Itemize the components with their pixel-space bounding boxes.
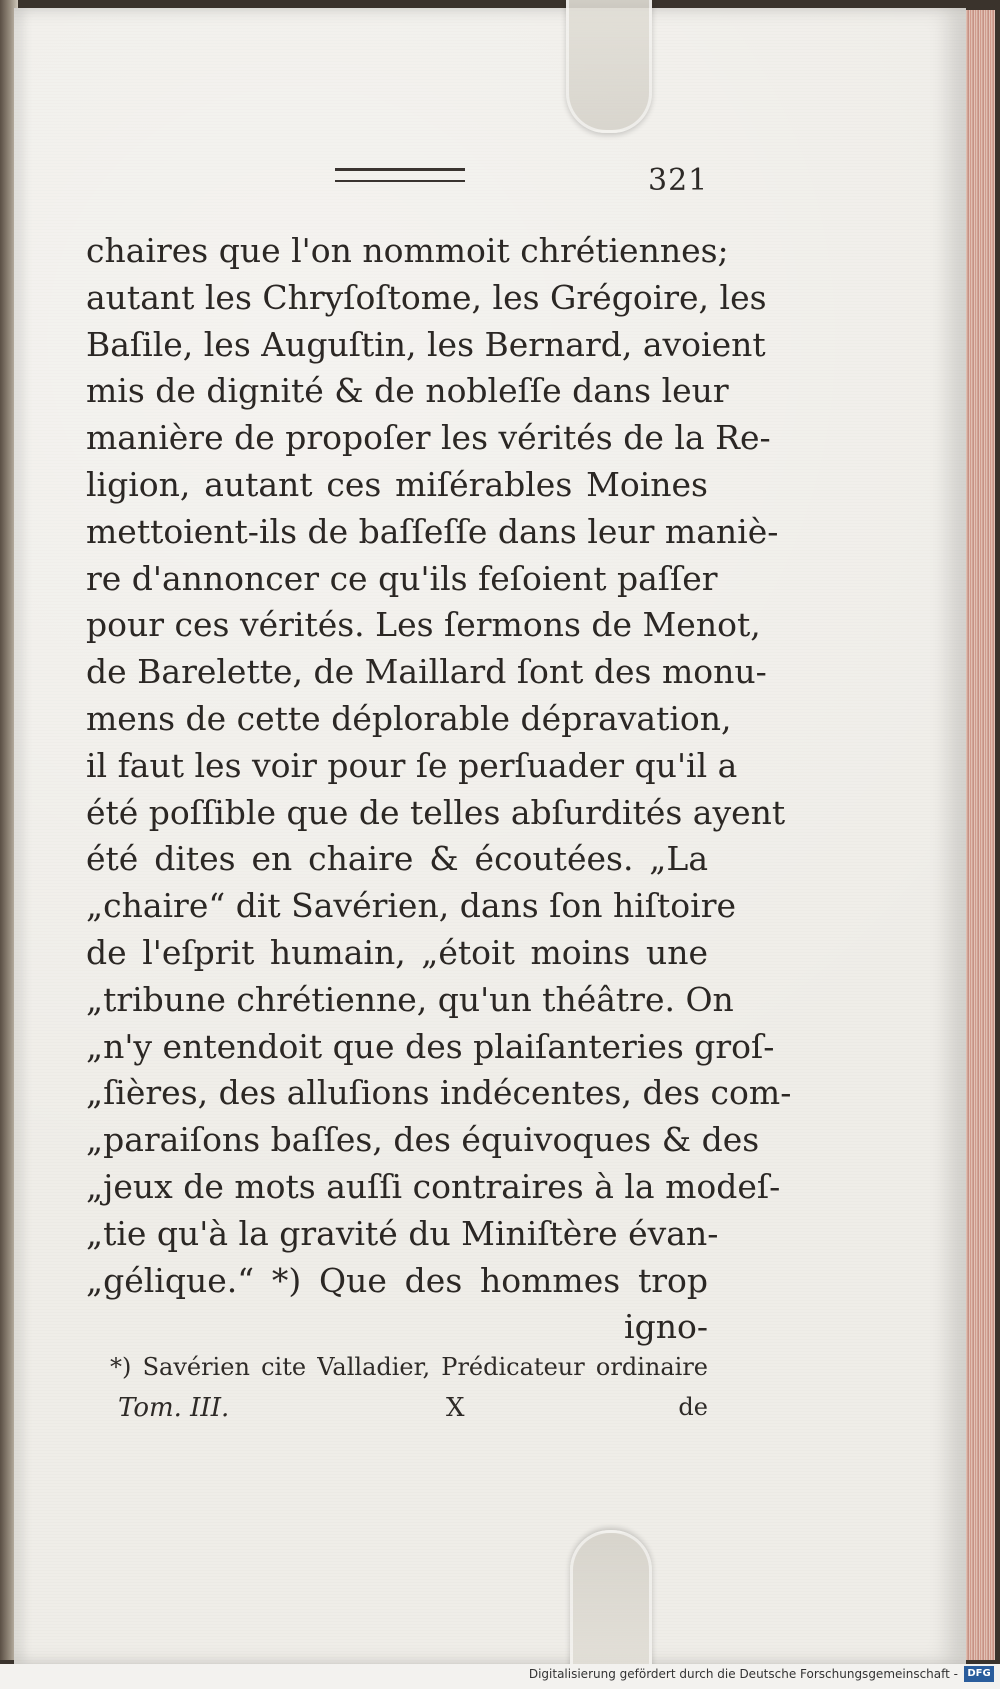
dfg-logo: DFG	[964, 1666, 994, 1682]
text-line: été dites en chaire & écoutées. „La	[86, 839, 708, 879]
catchword: de	[678, 1393, 708, 1421]
page-clip-top	[566, 0, 652, 133]
text-line: „tie qu'à la gravité du Miniſtère évan-	[86, 1213, 719, 1253]
text-line: „jeux de mots auſſi contraires à la modeſ-	[86, 1166, 781, 1206]
text-line: il faut les voir pour ſe perſuader qu'il a	[86, 745, 738, 785]
text-line: ligion, autant ces miſérables Moines	[86, 464, 708, 504]
footnote: *) Savérien cite Valladier, Prédicateur ordinaire	[110, 1353, 708, 1381]
text-line: été poſſible que de telles abſurdités ayent	[86, 792, 786, 832]
text-line: mis de dignité & de nobleſſe dans leur	[86, 371, 729, 411]
text-line: pour ces vérités. Les ſermons de Menot,	[86, 605, 761, 645]
text-line: de l'eſprit humain, „étoit moins une	[86, 932, 708, 972]
text-line: „tribune chrétienne, qu'un théâtre. On	[86, 979, 734, 1019]
text-line: Baſile, les Auguſtin, les Bernard, avoient	[86, 324, 766, 364]
page-number: 321	[648, 163, 709, 198]
text-line: „chaire“ dit Savérien, dans ſon hiſtoire	[86, 886, 737, 926]
text-line: mens de cette déplorable dépravation,	[86, 698, 732, 738]
text-line: „n'y entendoit que des plaiſanteries groſ-	[86, 1026, 775, 1066]
text-line: „ſières, des alluſions indécentes, des com-	[86, 1073, 792, 1113]
header-ornament-rule	[335, 168, 465, 182]
page-clip-bottom	[570, 1530, 652, 1673]
text-line: chaires que l'on nommoit chrétiennes;	[86, 231, 729, 270]
body-text	[86, 228, 792, 1351]
footer-credit: Digitalisierung gefördert durch die Deutsche Forschungsgemeinschaft -	[528, 1667, 958, 1681]
volume-signature: Tom. III.	[118, 1393, 230, 1423]
text-line: „gélique.“ *) Que des hommes trop	[86, 1260, 708, 1300]
text-line: „paraiſons baſſes, des équivoques & des	[86, 1120, 760, 1160]
signature-row	[118, 1393, 708, 1433]
gathering-mark: X	[446, 1393, 465, 1423]
text-line: autant les Chryſoſtome, les Grégoire, les	[86, 277, 767, 317]
text-line: igno-	[624, 1307, 708, 1347]
text-line: de Barelette, de Maillard ſont des monu-	[86, 652, 767, 692]
text-line: re d'annoncer ce qu'ils feſoient paſſer	[86, 558, 718, 598]
text-line: manière de propoſer les vérités de la Re-	[86, 418, 771, 458]
text-line: mettoient-ils de baſſeſſe dans leur maniè-	[86, 511, 779, 551]
